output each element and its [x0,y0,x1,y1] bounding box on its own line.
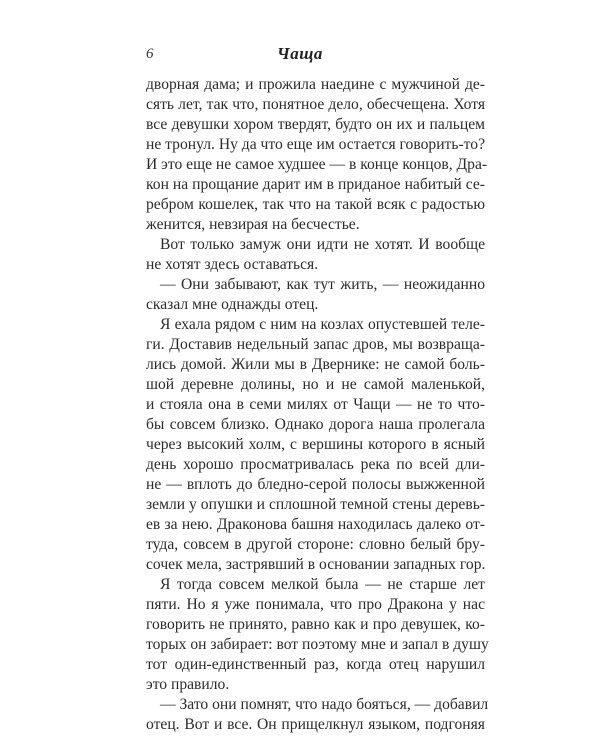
text-line: кон на прощание дарит им в приданое набитый се- [146,176,485,193]
body-text [146,75,489,735]
text-line: все девушки хором твердят, будто он их и пальцем [146,116,485,133]
text-line: Я ехала рядом с ним на козлах опустевшей теле- [160,316,485,333]
text-line: не — вплоть до бледно-серой полосы выжженной [146,476,485,493]
text-line: шой деревне долины, но и не самой маленькой, [146,376,485,393]
text-line: туда, совсем в другой стороне: словно белый бру- [146,536,485,553]
text-line: через высокий холм, с вершины которого в ясный [146,436,485,453]
text-line: ги. Доставив недельный запас дров, мы возвраща- [146,336,485,353]
text-line: тот один-единственный раз, когда отец нарушил [146,656,485,673]
text-line: торых он забирает: вот поэтому мне и запал в душу [146,636,489,653]
running-title: Чаща [277,44,323,63]
text-line: говорить не принято, равно как и про девушек, ко- [146,616,485,633]
text-line: сочек мела, застрявший в основании западных гор. [146,556,486,573]
text-line: лись домой. Жили мы в Двернике: не самой боль- [146,356,485,373]
text-line: не тронул. Ну да что еще им остается говорить-то? [146,136,485,153]
text-line: женится, невзирая на бесчестье. [146,216,360,233]
text-line: сказал мне однажды отец. [146,296,319,313]
text-line: Вот только замуж они идти не хотят. И вообще [160,236,485,253]
text-line: Я тогда совсем мелкой была — не старше лет [160,576,485,593]
text-line: дворная дама; и прожила наедине с мужчиной де- [146,76,485,93]
text-line: пяти. Но я уже понимала, что про Дракона у нас [146,596,485,613]
text-line: — Они забывают, как тут жить, — неожиданно [160,276,485,293]
page-number: 6 [146,46,154,62]
text-line: это правило. [146,676,230,693]
text-line: ребром кошелек, так что на такой всяк с радостью [146,196,485,213]
text-line: земли у опушки и сплошной темной стены деревь- [146,496,485,513]
text-line: сять лет, так что, понятное дело, обесчещена. Хотя [146,96,485,113]
text-line: И это еще не самое худшее — в конце концов, Дра- [146,156,488,173]
text-line: не хотят здесь оставаться. [146,256,319,273]
text-line: отец. Вот и все. Он прищелкнул языком, подгоняя [146,716,485,733]
text-line: — Зато они помнят, что надо бояться, — добавил [160,696,489,713]
text-line: и стояла она в семи милях от Чащи — не то что- [146,396,485,413]
text-line: бы совсем близко. Однако дорога наша пролегала [146,416,485,433]
text-line: ев за нею. Драконова башня находилась далеко от- [146,516,485,533]
text-line: день хорошо просматривалась река по всей дли- [146,456,485,473]
